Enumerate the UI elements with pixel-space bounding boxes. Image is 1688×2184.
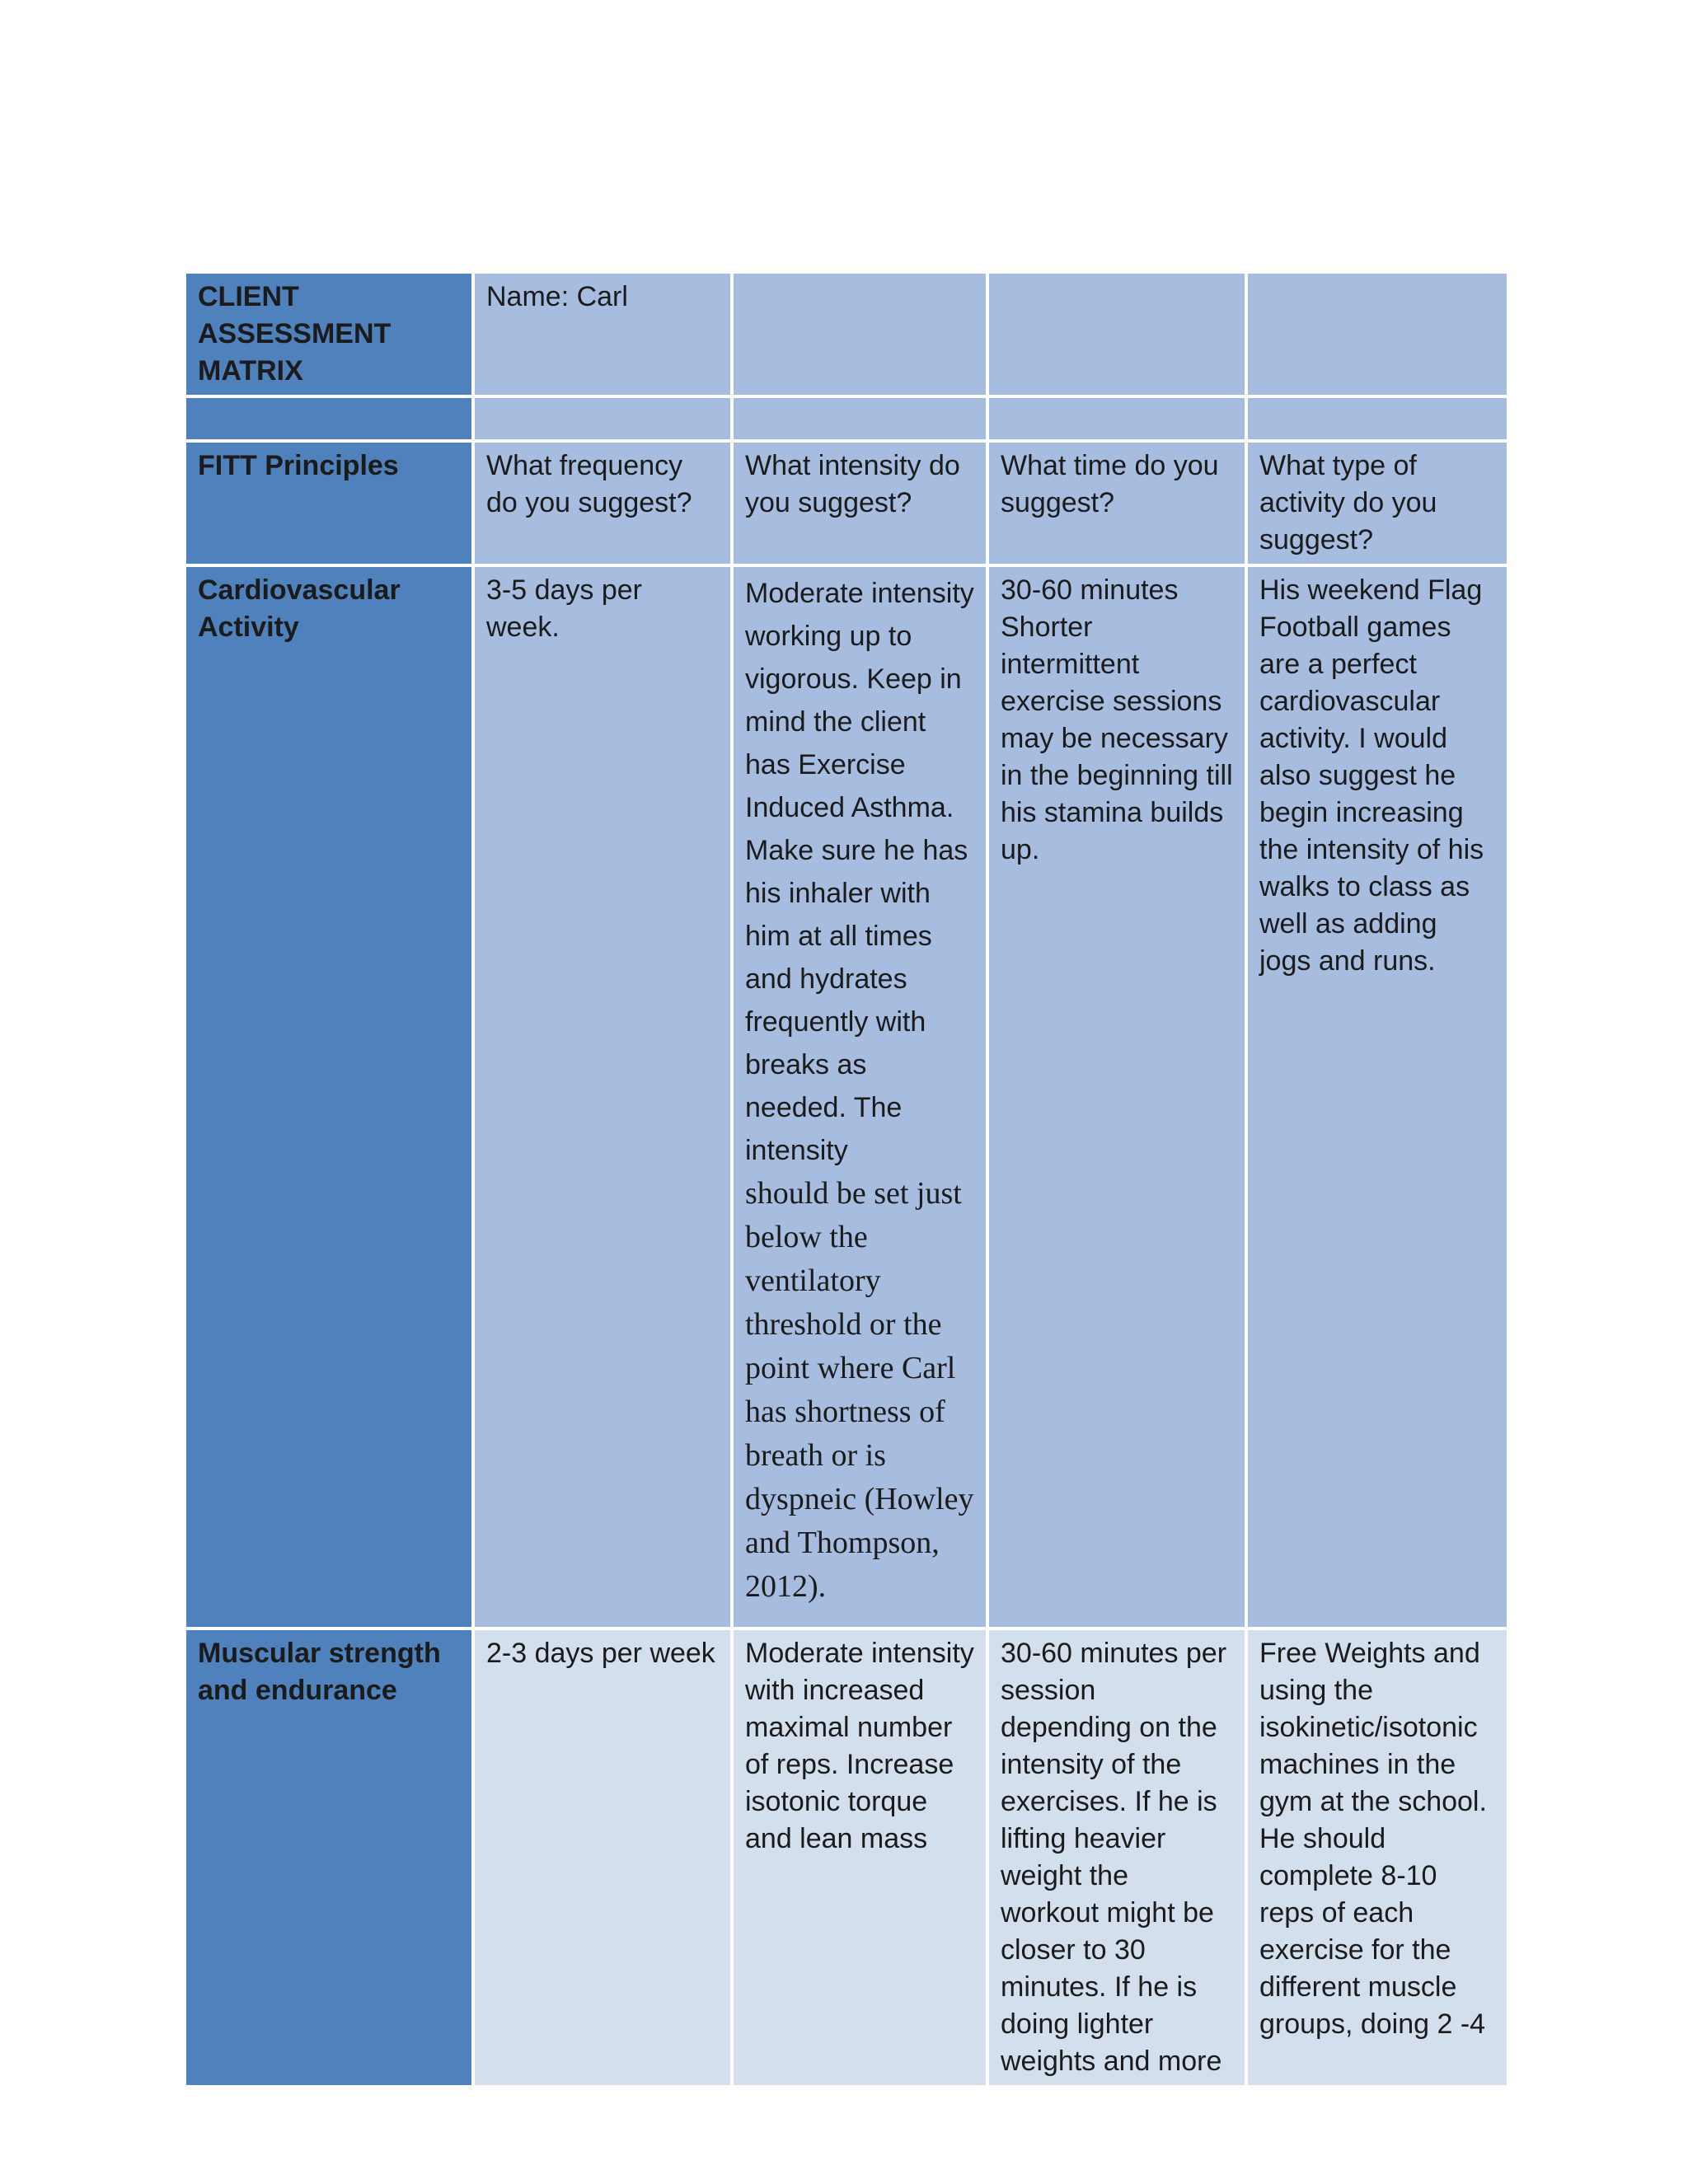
cardio-type: His weekend Flag Football games are a perfect cardiovascular activity. I would also suggest he begin increasing the intensity of his walks to class as well as adding jogs and runs. bbox=[1246, 565, 1508, 1629]
cardio-intensity-text-2: should be set just below the ventilatory threshold or the point where Carl has shortness of breath or is dyspneic (Howley and Thompson, 2012). bbox=[745, 1176, 974, 1604]
muscular-type: Free Weights and using the isokinetic/isotonic machines in the gym at the school. He should complete 8-10 reps of each exercise for the different muscle groups, doing 2 -4 bbox=[1246, 1629, 1508, 2087]
empty-cell bbox=[987, 272, 1246, 396]
matrix-title: CLIENT ASSESSMENT MATRIX bbox=[185, 272, 473, 396]
intensity-header: What intensity do you suggest? bbox=[732, 441, 987, 565]
table-row bbox=[185, 441, 1508, 565]
type-header: What type of activity do you suggest? bbox=[1246, 441, 1508, 565]
muscular-frequency: 2-3 days per week bbox=[473, 1629, 732, 2087]
table-row bbox=[185, 272, 1508, 396]
cardio-frequency: 3-5 days per week. bbox=[473, 565, 732, 1629]
table-row bbox=[185, 396, 1508, 441]
empty-cell bbox=[1246, 272, 1508, 396]
cardio-label: Cardiovascular Activity bbox=[185, 565, 473, 1629]
fitt-principles-label: FITT Principles bbox=[185, 441, 473, 565]
empty-cell bbox=[1246, 396, 1508, 441]
frequency-header: What frequency do you suggest? bbox=[473, 441, 732, 565]
client-assessment-matrix bbox=[183, 270, 1510, 2088]
client-name: Name: Carl bbox=[473, 272, 732, 396]
empty-cell bbox=[473, 396, 732, 441]
empty-cell bbox=[732, 396, 987, 441]
cardio-time: 30-60 minutes Shorter intermittent exercise sessions may be necessary in the beginning till his stamina builds up. bbox=[987, 565, 1246, 1629]
cardio-intensity bbox=[732, 565, 987, 1629]
muscular-label: Muscular strength and endurance bbox=[185, 1629, 473, 2087]
table-row bbox=[185, 565, 1508, 1629]
empty-cell bbox=[185, 396, 473, 441]
time-header: What time do you suggest? bbox=[987, 441, 1246, 565]
cardio-intensity-text-1: Moderate intensity working up to vigorous. Keep in mind the client has Exercise Induced Asthma. Make sure he has his inhaler with him at all times and hydrates frequently with breaks as needed. The intensity bbox=[745, 578, 974, 1166]
table-row bbox=[185, 1629, 1508, 2087]
muscular-intensity: Moderate intensity with increased maximal number of reps. Increase isotonic torque and lean mass bbox=[732, 1629, 987, 2087]
empty-cell bbox=[732, 272, 987, 396]
empty-cell bbox=[987, 396, 1246, 441]
muscular-time: 30-60 minutes per session depending on the intensity of the exercises. If he is lifting heavier weight the workout might be closer to 30 minutes. If he is doing lighter weights and more bbox=[987, 1629, 1246, 2087]
